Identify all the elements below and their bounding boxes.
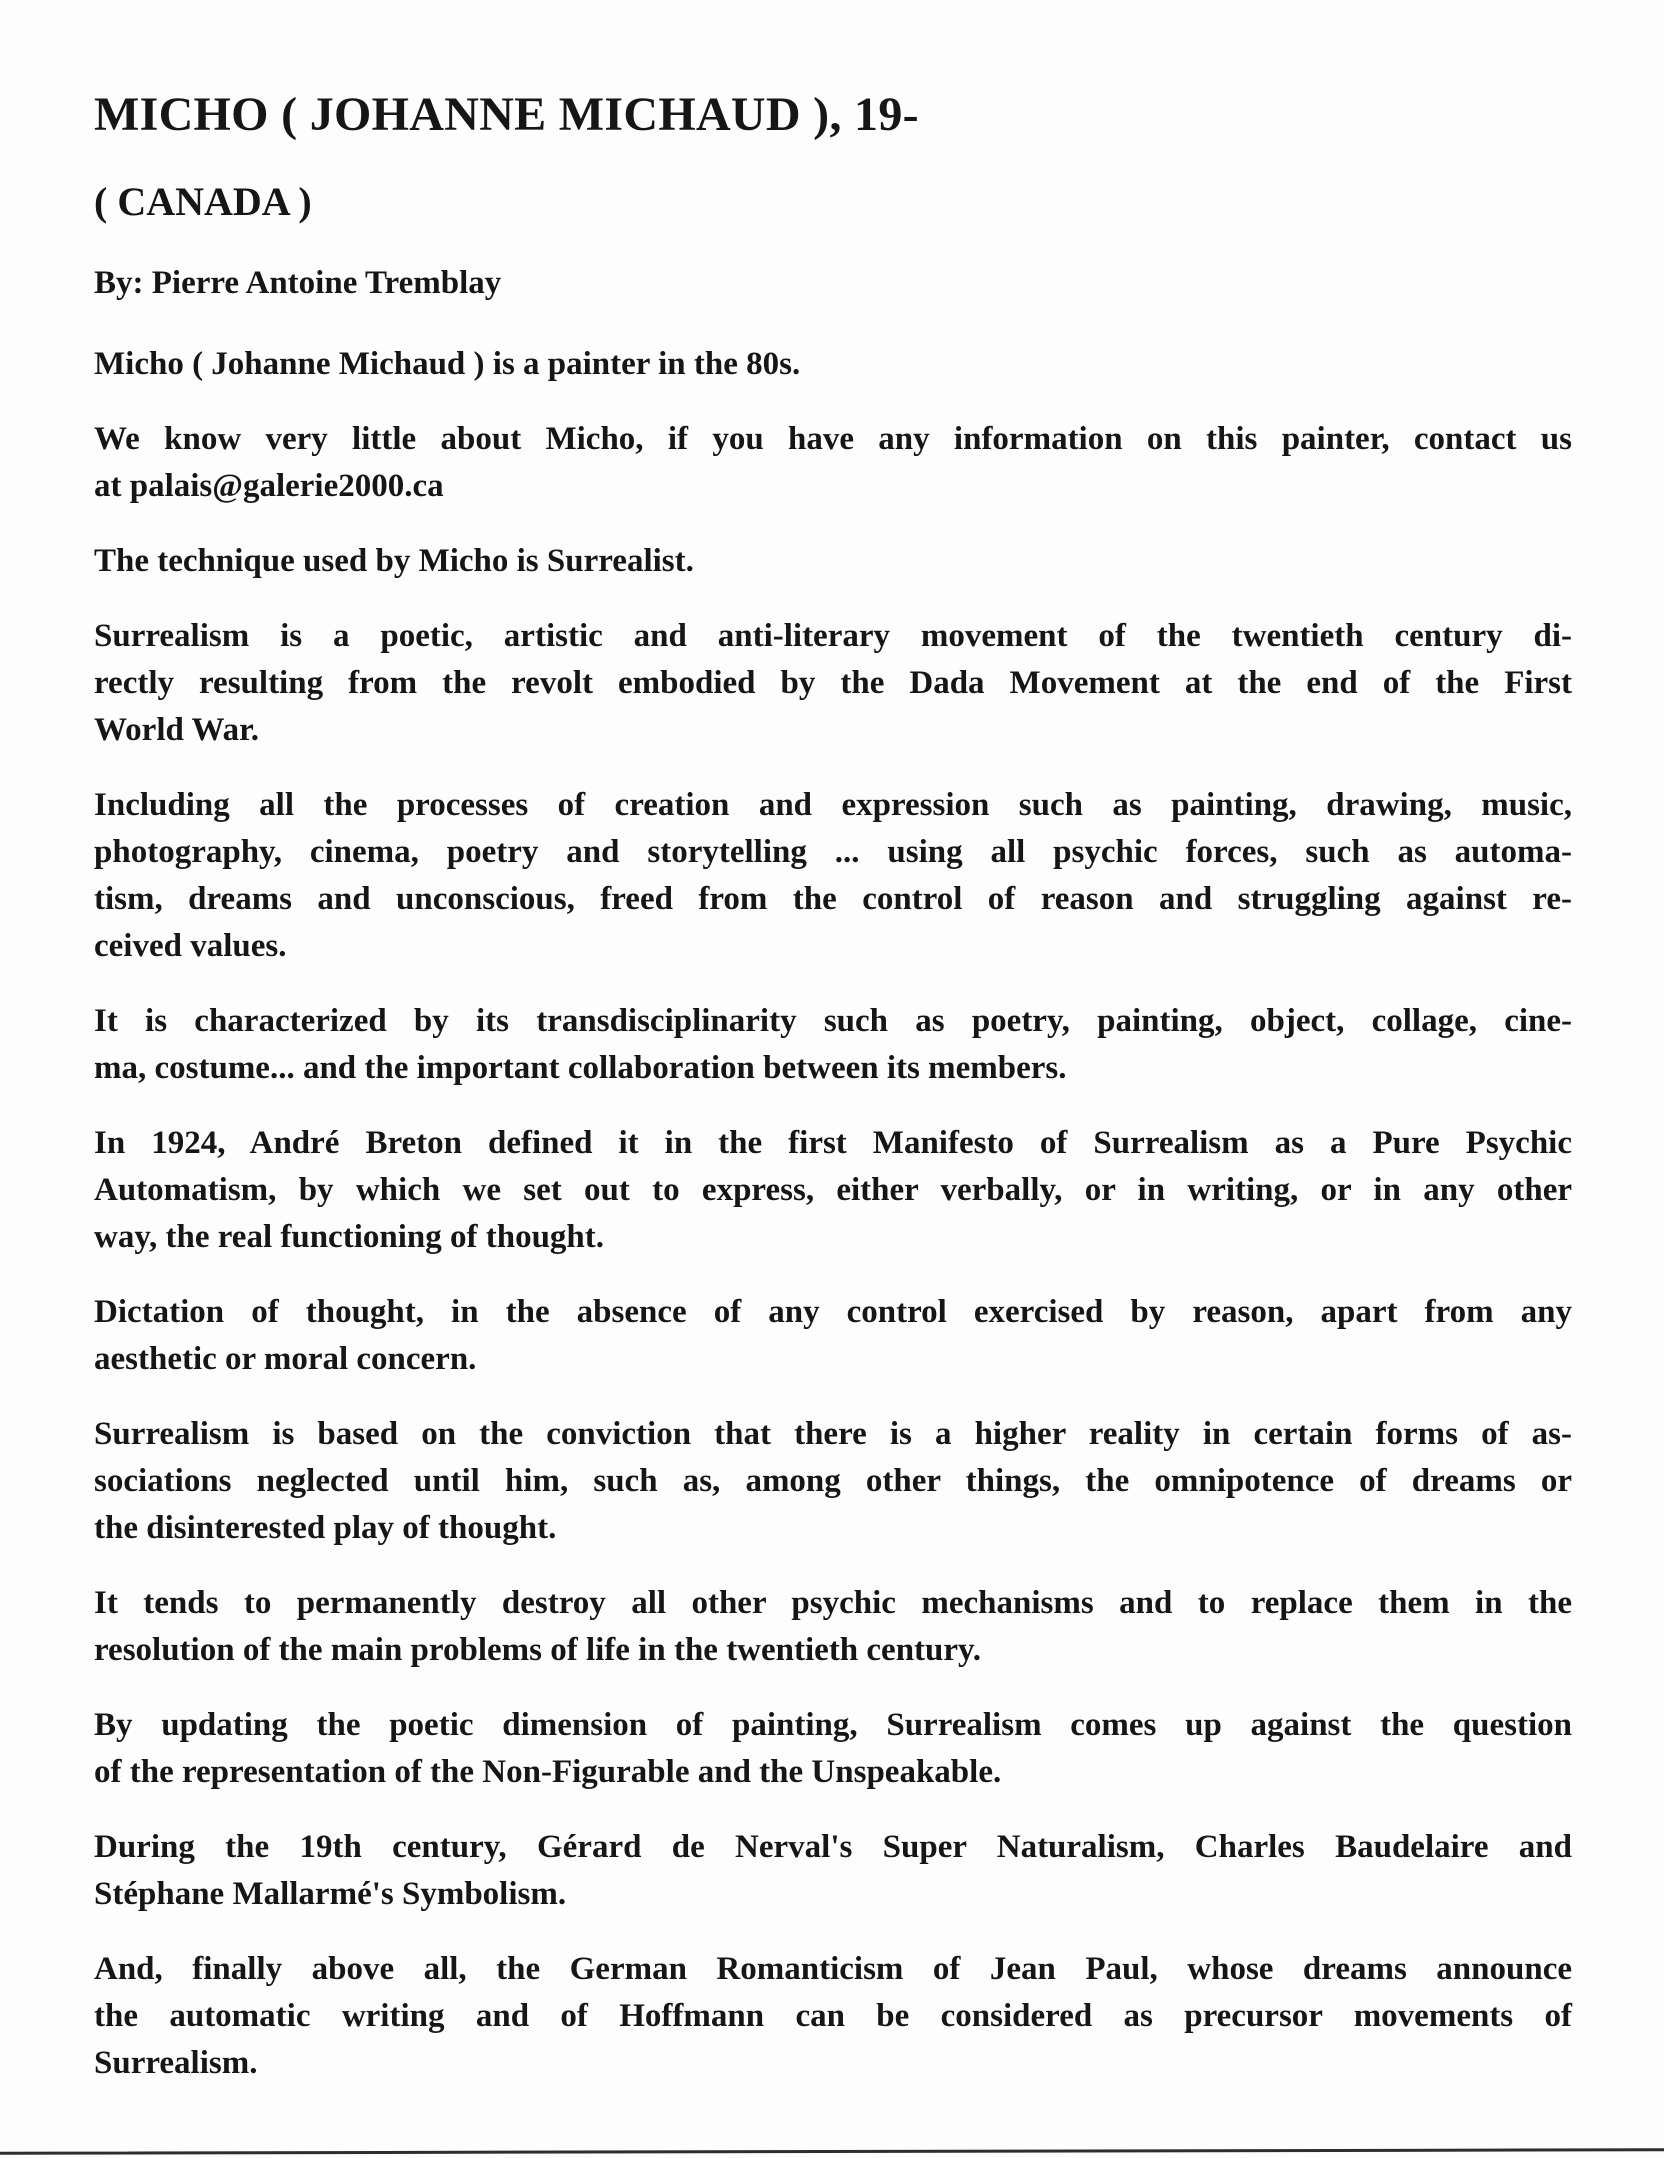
text-line: And, finally above all, the German Romanticism of Jean Paul, whose dreams announce [94,1951,1572,1987]
text-line: Micho ( Johanne Michaud ) is a painter in the 80s. [94,346,801,382]
text-line: photography, cinema, poetry and storytelling ... using all psychic forces, such as automa- [94,834,1572,870]
text-line: Dictation of thought, in the absence of any control exercised by reason, apart from any [94,1294,1572,1330]
paragraph-dictation [94,1289,1572,1383]
paragraph-technique [94,538,1572,585]
text-line: The technique used by Micho is Surrealist. [94,543,694,579]
document-byline: By: Pierre Antoine Tremblay [94,265,502,301]
text-line: rectly resulting from the revolt embodied by the Dada Movement at the end of the First [94,665,1572,701]
text-line: World War. [94,712,260,748]
text-line: Surrealism is based on the conviction that there is a higher reality in certain forms of as- [94,1416,1572,1452]
text-line: Including all the processes of creation and expression such as painting, drawing, music, [94,787,1572,823]
text-line: It tends to permanently destroy all other psychic mechanisms and to replace them in the [94,1585,1572,1621]
text-line: Stéphane Mallarmé's Symbolism. [94,1876,567,1912]
text-line: the automatic writing and of Hoffmann can be considered as precursor movements of [94,1998,1572,2034]
text-line: Surrealism. [94,2045,258,2081]
paragraph-psychic-mechanisms [94,1580,1572,1674]
text-line: By updating the poetic dimension of painting, Surrealism comes up against the question [94,1707,1572,1743]
paragraph-processes [94,782,1572,970]
text-line: ceived values. [94,928,287,964]
paragraph-surrealism-definition [94,613,1572,754]
paragraph-transdisciplinarity [94,998,1572,1092]
paragraph-breton-manifesto [94,1120,1572,1261]
paragraph-19th-century [94,1824,1572,1918]
text-line: way, the real functioning of thought. [94,1219,605,1255]
text-line: During the 19th century, Gérard de Nerval's Super Naturalism, Charles Baudelaire and [94,1829,1572,1865]
paragraph-poetic-dimension [94,1702,1572,1796]
text-line: resolution of the main problems of life in the twentieth century. [94,1632,981,1668]
paragraph-contact [94,416,1572,510]
paragraph-painter-intro [94,341,1572,388]
text-line: the disinterested play of thought. [94,1510,557,1546]
text-line: ma, costume... and the important collaboration between its members. [94,1050,1067,1086]
text-line: of the representation of the Non-Figurable and the Unspeakable. [94,1754,1002,1790]
text-line: Automatism, by which we set out to express, either verbally, or in writing, or in any other [94,1172,1572,1208]
text-line: We know very little about Micho, if you have any information on this painter, contact us [94,421,1572,457]
text-line: In 1924, André Breton defined it in the first Manifesto of Surrealism as a Pure Psychic [94,1125,1572,1161]
text-line: Surrealism is a poetic, artistic and anti-literary movement of the twentieth century di- [94,618,1572,654]
text-line: It is characterized by its transdisciplinarity such as poetry, painting, object, collage, cine- [94,1003,1572,1039]
text-line: at palais@galerie2000.ca [94,468,444,504]
text-line: aesthetic or moral concern. [94,1341,477,1377]
scan-edge-artifact [0,2148,1664,2155]
text-line: tism, dreams and unconscious, freed from the control of reason and struggling against re- [94,881,1572,917]
paragraph-german-romanticism [94,1946,1572,2087]
document-country: ( CANADA ) [94,179,312,224]
paragraph-higher-reality [94,1411,1572,1552]
text-line: sociations neglected until him, such as, among other things, the omnipotence of dreams or [94,1463,1572,1499]
document-title: MICHO ( JOHANNE MICHAUD ), 19- [94,88,919,141]
